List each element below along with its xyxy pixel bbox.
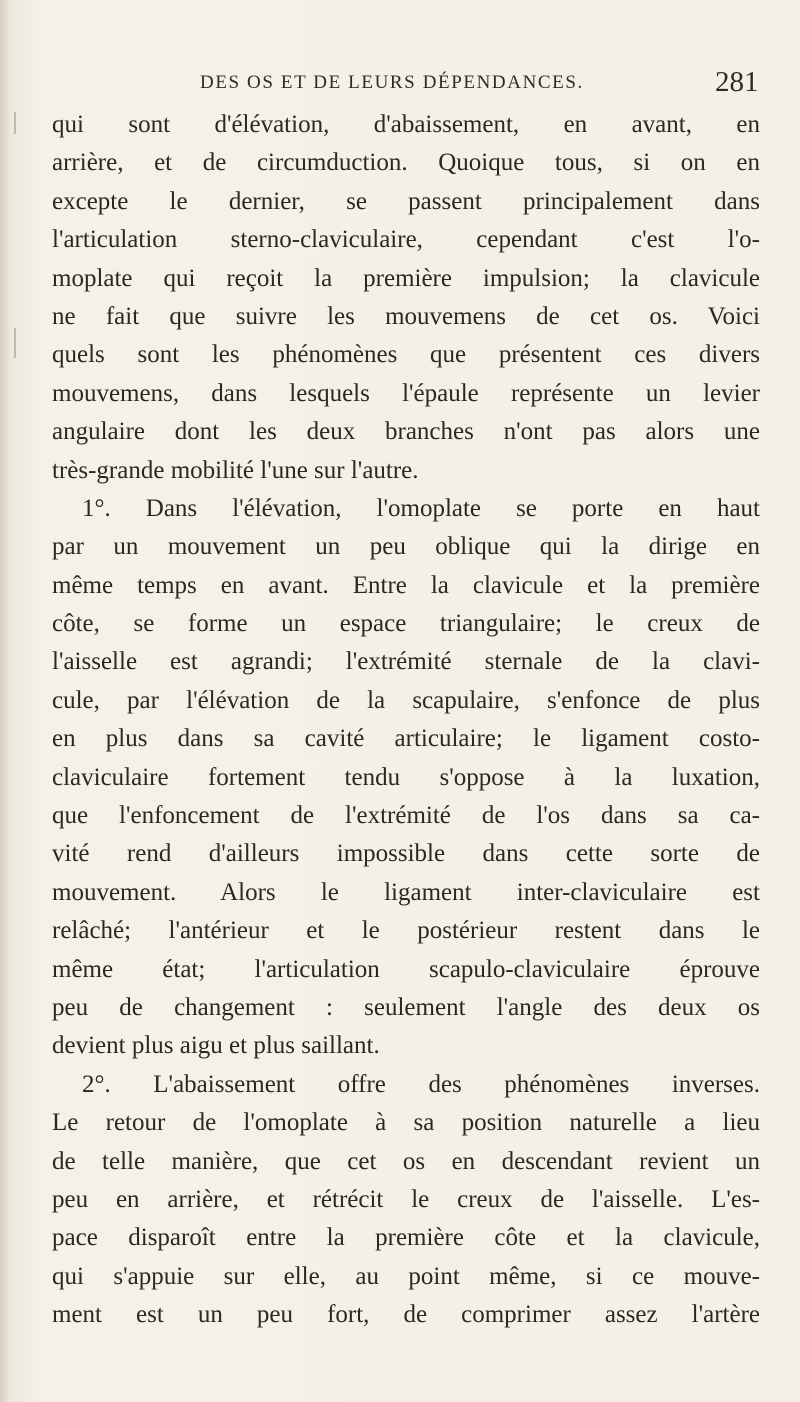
text-line: l'aisselle est agrandi; l'extrémité sternale de la clavi- xyxy=(52,648,760,676)
text-line: côte, se forme un espace triangulaire; le creux de xyxy=(52,610,760,638)
text-line: que l'enfoncement de l'extrémité de l'os dans sa ca- xyxy=(52,802,760,830)
margin-ink-mark xyxy=(14,328,16,358)
text-line: très-grande mobilité l'une sur l'autre. xyxy=(52,456,419,484)
text-line: claviculaire fortement tendu s'oppose à la luxation, xyxy=(52,763,760,791)
text-line: peu en arrière, et rétrécit le creux de l'aisselle. L'es- xyxy=(52,1185,760,1213)
text-line: même état; l'articulation scapulo-claviculaire éprouve xyxy=(52,955,760,983)
text-line: ment est un peu fort, de comprimer assez l'artère xyxy=(52,1301,760,1329)
text-line: même temps en avant. Entre la clavicule et la première xyxy=(52,571,760,599)
text-line: cule, par l'élévation de la scapulaire, s'enfonce de plus xyxy=(52,686,760,714)
page-number: 281 xyxy=(715,66,759,98)
running-title: DES OS ET DE LEURS DÉPENDANCES. xyxy=(200,72,584,93)
text-line: quels sont les phénomènes que présentent ces divers xyxy=(52,341,760,369)
text-line: qui sont d'élévation, d'abaissement, en avant, en xyxy=(52,111,760,138)
text-line: l'articulation sterno-claviculaire, cependant c'est l'o- xyxy=(52,226,760,254)
text-line: en plus dans sa cavité articulaire; le ligament costo- xyxy=(52,725,760,753)
body-text xyxy=(52,106,760,1335)
text-line: qui s'appuie sur elle, au point même, si ce mouve- xyxy=(52,1262,760,1290)
text-line: par un mouvement un peu oblique qui la dirige en xyxy=(52,533,760,561)
page-header xyxy=(0,66,800,106)
text-line: de telle manière, que cet os en descendant revient un xyxy=(52,1147,760,1175)
text-line: excepte le dernier, se passent principalement dans xyxy=(52,187,760,215)
text-line: mouvemens, dans lesquels l'épaule représente un levier xyxy=(52,379,760,407)
text-line: mouvement. Alors le ligament inter-claviculaire est xyxy=(52,878,760,906)
text-line: peu de changement : seulement l'angle des deux os xyxy=(52,993,760,1021)
text-line: moplate qui reçoit la première impulsion; la clavicule xyxy=(52,264,760,292)
text-line: angulaire dont les deux branches n'ont pas alors une xyxy=(52,418,760,446)
text-line-paragraph-start: 2°. L'abaissement offre des phénomènes inverses. xyxy=(82,1070,760,1098)
text-line: devient plus aigu et plus saillant. xyxy=(52,1032,380,1060)
text-line: pace disparoît entre la première côte et la clavicule, xyxy=(52,1224,760,1252)
margin-ink-mark xyxy=(14,112,16,134)
page-gutter-shadow xyxy=(0,0,10,1402)
text-line: Le retour de l'omoplate à sa position naturelle a lieu xyxy=(52,1109,760,1137)
text-line: arrière, et de circumduction. Quoique tous, si on en xyxy=(52,149,760,177)
text-line: relâché; l'antérieur et le postérieur restent dans le xyxy=(52,917,760,945)
text-line: ne fait que suivre les mouvemens de cet os. Voici xyxy=(52,302,760,330)
text-line: vité rend d'ailleurs impossible dans cette sorte de xyxy=(52,840,760,868)
text-line-paragraph-start: 1°. Dans l'élévation, l'omoplate se porte en haut xyxy=(82,494,760,522)
